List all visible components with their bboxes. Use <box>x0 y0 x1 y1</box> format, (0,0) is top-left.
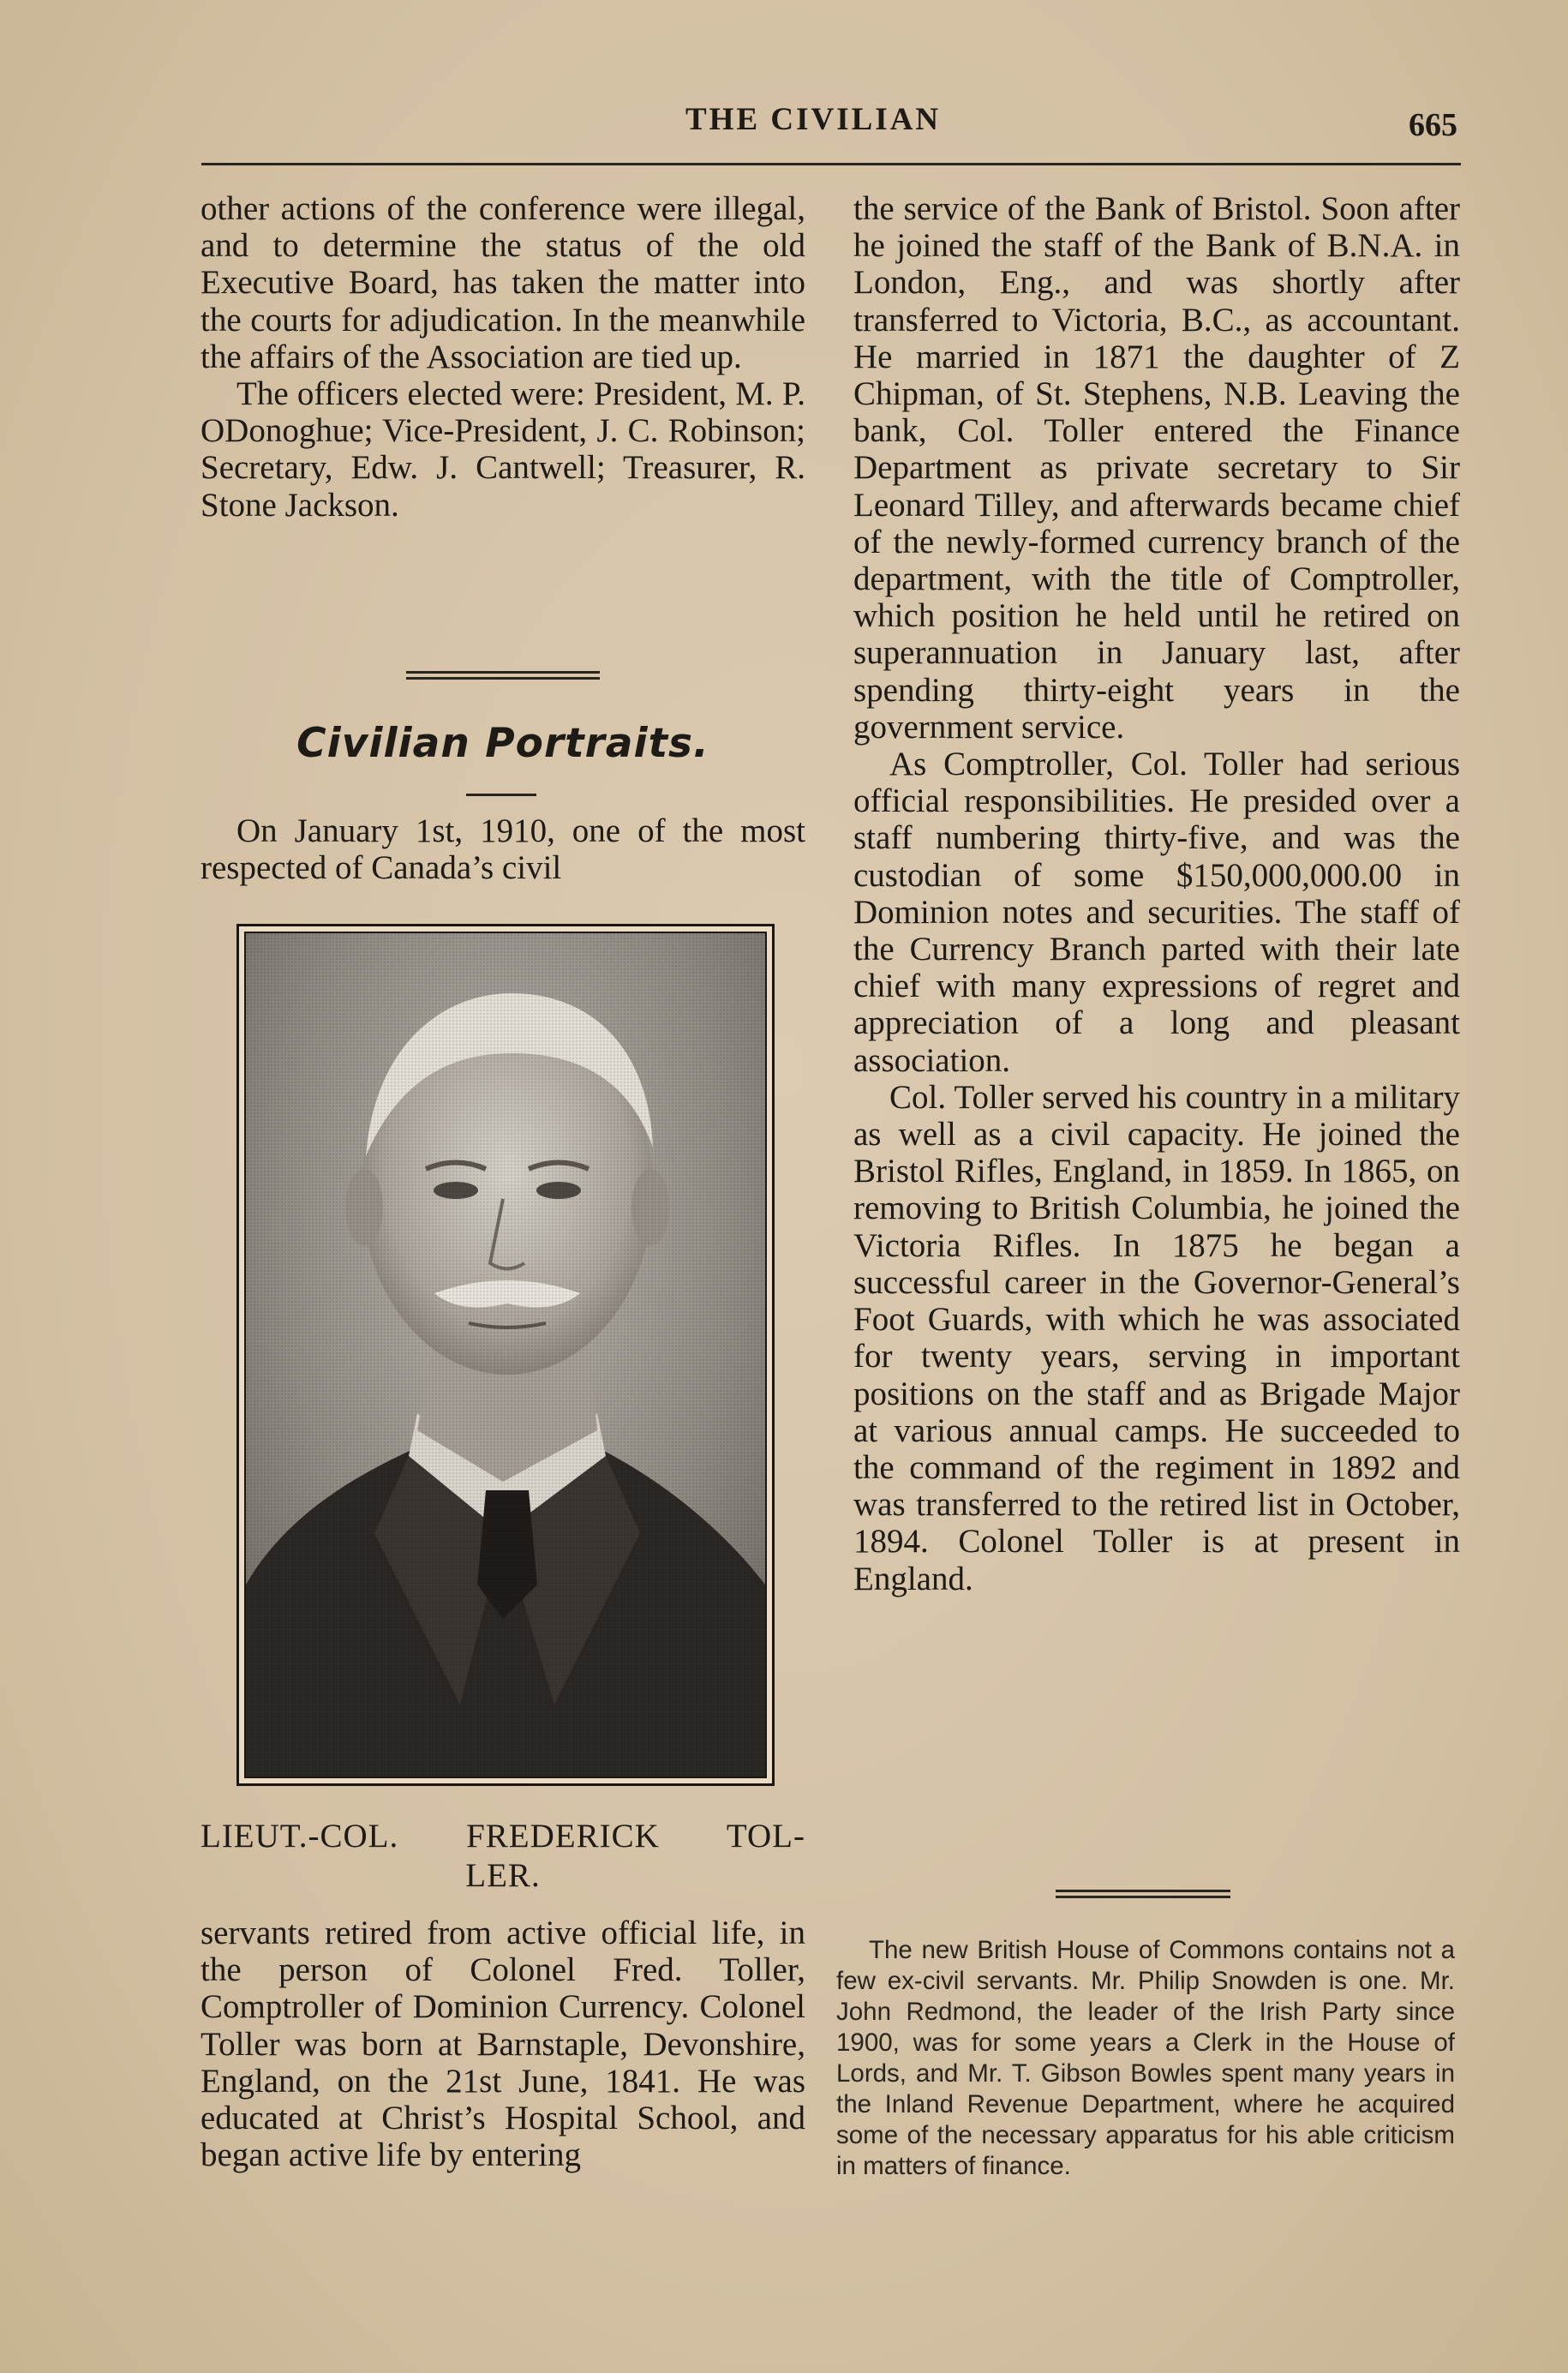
portrait-image <box>246 933 765 1777</box>
header-rule <box>201 163 1461 165</box>
section-divider <box>406 671 600 674</box>
continuation-paragraph: servants retired from active official life, in the person of Colonel Fred. Toller, Comptroller of Dominion Currency. Colonel Toller was born at Barnstaple, Devonshire, England, on the 21st June, 1841. He was educated at Christ’s Hospital School, and began active life by entering <box>200 1915 805 2174</box>
running-head: THE CIVILIAN <box>685 102 942 137</box>
caption-line-2: LER. <box>465 1857 541 1894</box>
portrait-photo <box>236 924 775 1786</box>
intro-paragraph: On January 1st, 1910, one of the most respected of Canada’s civil <box>200 812 805 887</box>
left-column-bottom <box>200 1915 805 2173</box>
article-paragraph-1: the service of the Bank of Bristol. Soon after he joined the staff of the Bank of B.N.A. in London, Eng., and was shortly after transferred to Victoria, B.C., as accountant. He married in 1871 the daughter of Z Chipman, of St. Stephens, N.B. Leaving the bank, Col. Toller entered the Finance Department as private secretary to Sir Leonard Tilley, and afterwards became chief of the newly-formed currency branch of the department, with the title of Comptroller, which position he held until he retired on superannuation in January last, after spending thirty-eight years in the government service. <box>853 190 1460 746</box>
section-title: Civilian Portraits. <box>296 720 709 767</box>
caption-line-1: LIEUT.-COL. FREDERICK TOL- <box>200 1818 805 1855</box>
article-paragraph-2: As Comptroller, Col. Toller had serious official responsibilities. He presided over a staff numbering thirty-five, and was the custodian of some $150,000,000.00 in Dominion notes and securities. The staff of the Currency Branch parted with their late chief with many expressions of regret and appreciation of a long and pleasant association. <box>853 746 1460 1079</box>
note-divider <box>1056 1890 1230 1892</box>
news-note <box>836 1935 1455 2182</box>
article-paragraph-3: Col. Toller served his country in a military as well as a civil capacity. He joined the Bristol Rifles, England, in 1859. In 1865, on removing to British Columbia, he joined the Victoria Rifles. In 1875 he began a successful career in the Governor-General’s Foot Guards, with which he was associated for twenty years, serving in important positions on the staff and as Brigade Major at various annual camps. He succeeded to the command of the regiment in 1892 and was transferred to the retired list in October, 1894. Colonel Toller is at present in England. <box>853 1078 1460 1597</box>
photo-caption <box>200 1817 805 1896</box>
page-number: 665 <box>1409 107 1457 143</box>
officers-paragraph: The officers elected were: President, M. P. ODonoghue; Vice-President, J. C. Robinson; Secretary, Edw. J. Cantwell; Treasurer, R. Stone Jackson. <box>200 375 805 524</box>
title-underline <box>466 794 536 796</box>
continued-paragraph: other actions of the conference were illegal, and to determine the status of the old Executive Board, has taken the matter into the courts for adjudication. In the meanwhile the affairs of the Association are tied up. <box>200 190 805 375</box>
right-column <box>853 190 1460 1597</box>
note-paragraph: The new British House of Commons contains not a few ex-civil servants. Mr. Philip Snowden is one. Mr. John Redmond, the leader of the Irish Party since 1900, was for some years a Clerk in the House of Lords, and Mr. T. Gibson Bowles spent many years in the Inland Revenue Department, where he acquired some of the necessary apparatus for his able criticism in matters of finance. <box>836 1936 1455 2180</box>
left-column-top <box>200 190 805 524</box>
intro-block <box>200 812 805 886</box>
